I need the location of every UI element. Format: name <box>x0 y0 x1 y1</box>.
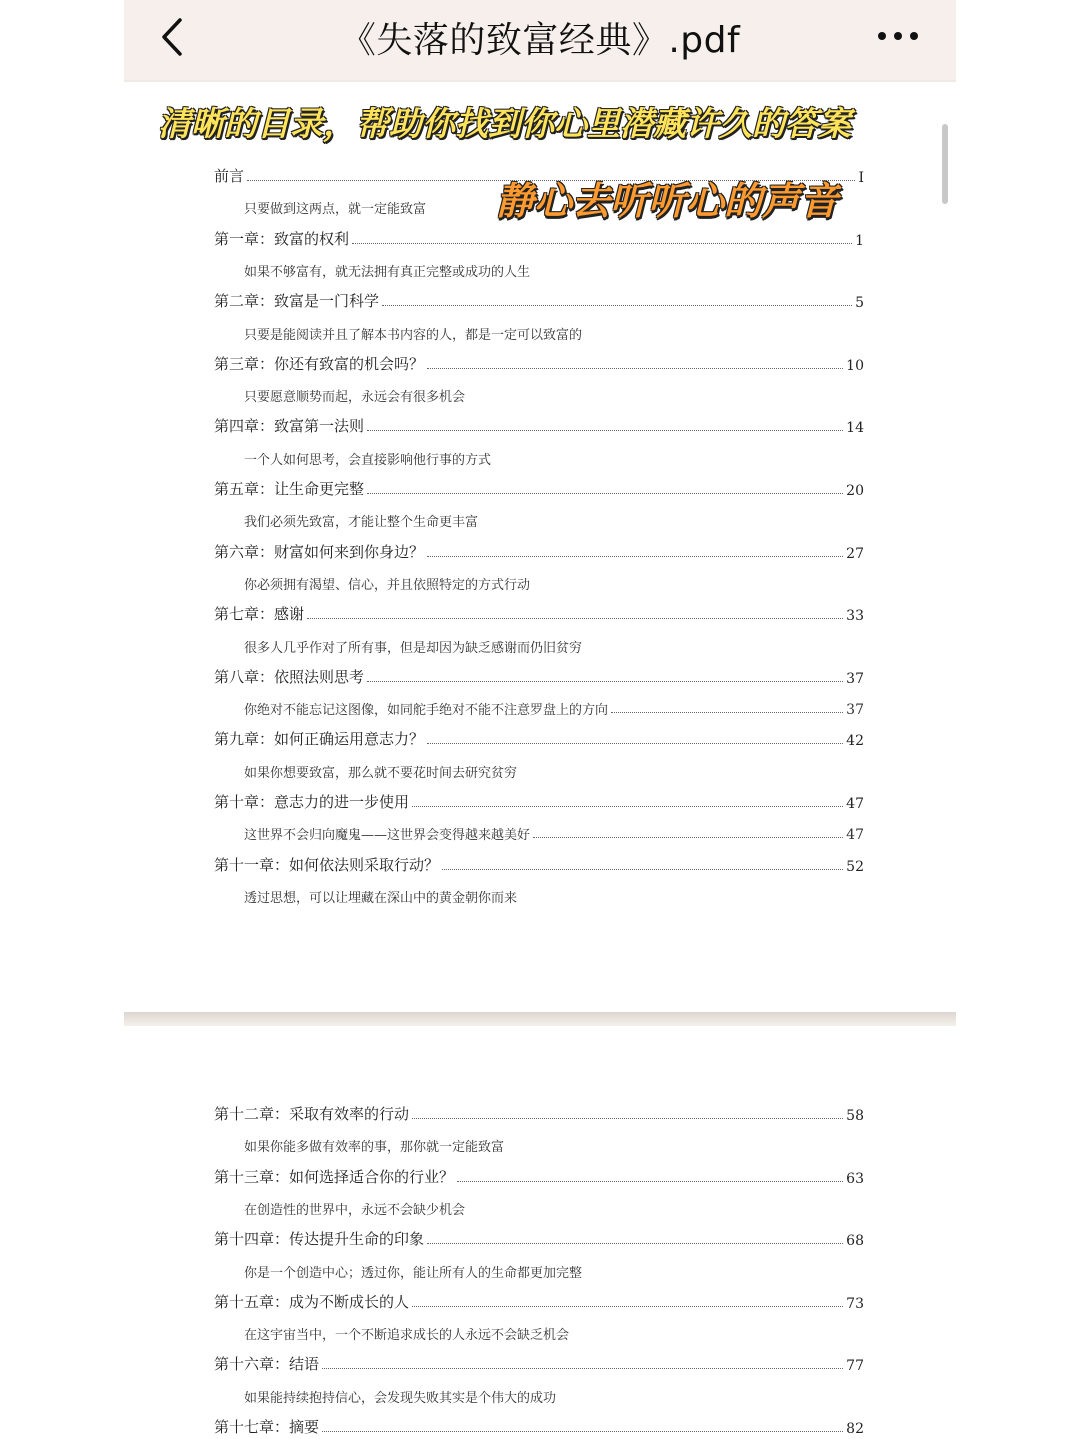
toc-page-number: 37 <box>846 702 864 719</box>
document-title: 《失落的致富经典》.pdf <box>339 20 741 61</box>
toc-subtitle-entry <box>214 444 864 470</box>
toc-entry-label: 如果你想要致富，那么就不要花时间去研究贫穷 <box>244 765 518 781</box>
toc-page-number: 47 <box>846 827 864 844</box>
toc-entry-label: 第十五章：成为不断成长的人 <box>214 1292 410 1311</box>
toc-entry-label: 第十二章：采取有效率的行动 <box>214 1105 410 1123</box>
toc-subtitle-entry <box>214 1131 864 1157</box>
toc-dot-leader <box>352 243 852 244</box>
promo-headline-overlay: 清晰的目录，帮助你找到你心里潜藏许久的答案 <box>158 104 851 143</box>
toc-chapter-entry[interactable] <box>214 475 864 501</box>
toc-chapter-entry[interactable] <box>214 412 864 438</box>
toc-entry-label: 第十六章：结语 <box>214 1355 320 1374</box>
toc-entry-label: 一个人如何思考，会直接影响他行事的方式 <box>244 452 492 468</box>
toc-dot-leader <box>427 1243 843 1244</box>
left-margin <box>0 0 124 1439</box>
toc-page-number: 10 <box>846 357 864 374</box>
toc-page-number: 42 <box>846 733 864 750</box>
toc-page-number: 58 <box>846 1108 864 1124</box>
top-bar <box>124 0 956 80</box>
toc-page-number: 52 <box>846 858 864 875</box>
toc-entry-label: 第六章：财富如何来到你身边？ <box>214 542 425 561</box>
toc-dot-leader <box>442 869 843 870</box>
toc-chapter-entry[interactable] <box>214 600 864 626</box>
toc-subtitle-entry <box>214 1257 864 1283</box>
toc-entry-label: 前言 <box>214 167 245 185</box>
toc-chapter-entry[interactable] <box>214 788 864 814</box>
toc-entry-label: 第十三章：如何选择适合你的行业？ <box>214 1167 455 1186</box>
toc-dot-leader <box>427 556 843 557</box>
toc-subtitle-entry <box>214 569 864 595</box>
toc-subtitle-entry <box>214 1382 864 1408</box>
toc-page-number: 33 <box>846 608 864 625</box>
toc-subtitle-entry <box>214 819 864 845</box>
toc-entry-label: 第八章：依照法则思考 <box>214 667 365 686</box>
toc-entry-label: 你绝对不能忘记这图像，如同舵手绝对不能不注意罗盘上的方向 <box>244 703 609 719</box>
page-separator <box>124 1012 956 1026</box>
toc-page-number: 20 <box>846 483 864 499</box>
toc-page-number: 1 <box>855 232 864 249</box>
toc-dot-leader <box>307 618 843 619</box>
more-horizontal-icon <box>874 24 922 48</box>
toc-chapter-entry[interactable] <box>214 725 864 751</box>
toc-subtitle-entry <box>214 506 864 532</box>
toc-entry-label: 第七章：感谢 <box>214 605 305 624</box>
toc-entry-label: 如果能持续抱持信心，会发现失败其实是个伟大的成功 <box>244 1390 557 1406</box>
promo-tagline-overlay: 静心去听听心的声音 <box>496 179 839 223</box>
toc-entry-label: 第十章：意志力的进一步使用 <box>214 793 410 811</box>
toc-entry-label: 在创造性的世界中，永远不会缺少机会 <box>244 1202 466 1218</box>
toc-page-number: I <box>858 170 864 186</box>
toc-entry-label: 第九章：如何正确运用意志力？ <box>214 730 425 749</box>
toc-page-number: 27 <box>846 545 864 562</box>
toc-chapter-entry[interactable] <box>214 287 864 313</box>
toc-entry-label: 第二章：致富是一门科学 <box>214 292 380 311</box>
toc-chapter-entry[interactable] <box>214 1288 864 1314</box>
toc-dot-leader <box>427 368 843 369</box>
toc-entry-label: 你是一个创造中心；透过你，能让所有人的生命都更加完整 <box>244 1265 583 1281</box>
toc-chapter-entry[interactable] <box>214 1413 864 1439</box>
toc-subtitle-entry <box>214 319 864 345</box>
toc-page-number: 5 <box>855 295 864 312</box>
toc-entry-label: 第一章：致富的权利 <box>214 229 350 248</box>
toc-dot-leader <box>533 837 843 838</box>
right-margin <box>956 0 1080 1439</box>
toc-entry-label: 我们必须先致富，才能让整个生命更丰富 <box>244 515 479 531</box>
toc-chapter-entry[interactable] <box>214 1100 864 1126</box>
toc-dot-leader <box>457 1181 843 1182</box>
toc-subtitle-entry <box>214 632 864 658</box>
scrollbar-thumb[interactable] <box>942 124 948 204</box>
toc-subtitle-entry <box>214 381 864 407</box>
toc-dot-leader <box>427 743 843 744</box>
toc-entry-label: 第四章：致富第一法则 <box>214 417 365 436</box>
toc-dot-leader <box>322 1431 843 1432</box>
more-options-button[interactable] <box>874 24 922 48</box>
toc-entry-label: 你必须拥有渴望、信心，并且依照特定的方式行动 <box>244 577 531 593</box>
toc-dot-leader <box>367 493 843 494</box>
toc-subtitle-entry <box>214 882 864 908</box>
toc-entry-label: 第十一章：如何依法则采取行动？ <box>214 855 440 874</box>
pdf-page-2[interactable] <box>124 1026 956 1439</box>
toc-entry-label: 只要愿意顺势而起，永远会有很多机会 <box>244 390 466 406</box>
toc-chapter-entry[interactable] <box>214 663 864 689</box>
toc-chapter-entry[interactable] <box>214 1225 864 1251</box>
toc-entry-label: 在这宇宙当中，一个不断追求成长的人永远不会缺乏机会 <box>244 1328 570 1344</box>
toc-page-number: 14 <box>846 420 864 437</box>
toc-page-number: 63 <box>846 1170 864 1187</box>
toc-dot-leader <box>367 681 843 682</box>
pdf-viewer <box>124 0 956 1439</box>
toc-dot-leader <box>382 305 852 306</box>
toc-page-number: 77 <box>846 1358 864 1375</box>
toc-entry-label: 第十四章：传达提升生命的印象 <box>214 1230 425 1249</box>
toc-entry-label: 透过思想，可以让埋藏在深山中的黄金朝你而来 <box>244 890 518 906</box>
toc-entry-label: 第五章：让生命更完整 <box>214 480 365 498</box>
toc-entry-label: 只要做到这两点，就一定能致富 <box>244 202 427 218</box>
toc-chapter-entry[interactable] <box>214 1350 864 1376</box>
toc-entry-label: 这世界不会归向魔鬼——这世界会变得越来越美好 <box>244 828 531 844</box>
toc-dot-leader <box>322 1368 843 1369</box>
toc-subtitle-entry <box>214 694 864 720</box>
toc-subtitle-entry <box>214 1194 864 1220</box>
toc-page-number: 68 <box>846 1233 864 1250</box>
toc-page-number: 37 <box>846 670 864 687</box>
toc-entry-label: 只要是能阅读并且了解本书内容的人，都是一定可以致富的 <box>244 327 583 343</box>
toc-dot-leader <box>412 1118 843 1119</box>
toc-page-number: 82 <box>846 1421 864 1437</box>
toc-subtitle-entry <box>214 256 864 282</box>
toc-subtitle-entry <box>214 1319 864 1345</box>
toc-entry-label: 第三章：你还有致富的机会吗？ <box>214 354 425 373</box>
toc-chapter-entry[interactable] <box>214 851 864 877</box>
toc-dot-leader <box>367 430 843 431</box>
toc-page-number: 47 <box>846 796 864 812</box>
toc-dot-leader <box>611 712 843 713</box>
toc-page-number: 73 <box>846 1295 864 1312</box>
toc-dot-leader <box>412 1306 843 1307</box>
toc-subtitle-entry <box>214 757 864 783</box>
toc-entry-label: 第十七章：摘要 <box>214 1418 320 1436</box>
toc-chapter-entry[interactable] <box>214 1163 864 1189</box>
toc-chapter-entry[interactable] <box>214 538 864 564</box>
toc-chapter-entry[interactable] <box>214 225 864 251</box>
toc-entry-label: 如果不够富有，就无法拥有真正完整或成功的人生 <box>244 264 531 280</box>
toc-chapter-entry[interactable] <box>214 350 864 376</box>
toc-entry-label: 如果你能多做有效率的事，那你就一定能致富 <box>244 1140 505 1156</box>
toc-entry-label: 很多人几乎作对了所有事，但是却因为缺乏感谢而仍旧贫穷 <box>244 640 583 656</box>
toc-dot-leader <box>412 806 843 807</box>
